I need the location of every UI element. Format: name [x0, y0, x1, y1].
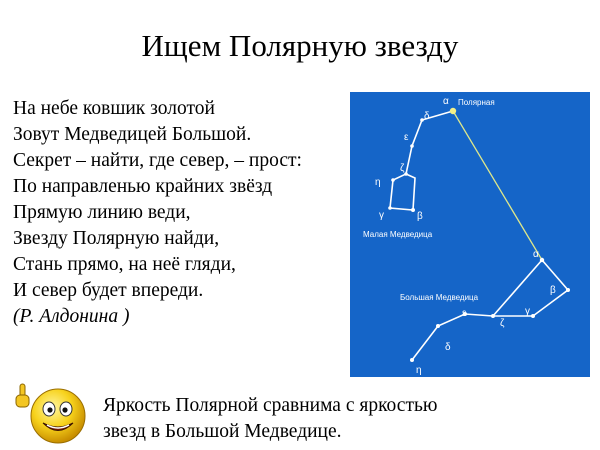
star-um-eta: [391, 178, 395, 182]
star-um-zeta: [404, 172, 408, 176]
star-polaris: [450, 108, 456, 114]
star-uma-alpha: [540, 258, 544, 262]
label-polaris: Полярная: [458, 98, 495, 107]
ursa-major-lines: [412, 260, 568, 360]
label-ursa-major: Большая Медведица: [400, 293, 479, 302]
poem-line: И север будет впереди.: [13, 280, 204, 301]
pointer-line: [453, 111, 542, 260]
poem-line: Прямую линию веди,: [13, 202, 191, 223]
page-title: Ищем Полярную звезду: [141, 28, 459, 63]
label-um-beta: β: [417, 211, 423, 222]
poem-author: (Р. Алдонина ): [13, 306, 130, 327]
star-um-beta: [411, 208, 415, 212]
poem-line: На небе ковшик золотой: [13, 98, 215, 119]
footer-line: звезд в Большой Медведице.: [103, 421, 342, 442]
label-uma-delta: δ: [445, 342, 451, 353]
star-map: [350, 92, 590, 377]
star-uma-delta: [491, 314, 495, 318]
star-um-gamma: [388, 206, 392, 210]
footer-note: [103, 393, 583, 445]
label-uma-gamma: γ: [525, 306, 530, 317]
label-polaris-alpha: α: [443, 96, 449, 107]
poem-line: По направленью крайних звёзд: [13, 176, 273, 197]
label-uma-epsilon: ε: [462, 308, 467, 319]
label-uma-alpha: α: [533, 249, 539, 260]
label-uma-beta: β: [550, 285, 556, 296]
star-uma-gamma: [531, 314, 535, 318]
label-um-epsilon: ε: [404, 132, 409, 143]
poem-line: Стань прямо, на неё гляди,: [13, 254, 236, 275]
label-uma-eta: η: [416, 365, 422, 376]
star-uma-zeta: [436, 324, 440, 328]
label-ursa-minor: Малая Медведица: [363, 230, 433, 239]
poem-line: Звезду Полярную найди,: [13, 228, 220, 249]
footer-line: Яркость Полярной сравнима с яркостью: [103, 395, 438, 416]
label-um-eta: η: [375, 177, 381, 188]
poem-line: Зовут Медведицей Большой.: [13, 124, 252, 145]
star-uma-beta: [566, 288, 570, 292]
poem: [13, 96, 365, 330]
label-um-gamma: γ: [379, 210, 384, 221]
ursa-major-lines: [493, 260, 542, 316]
star-map-drawing: [350, 92, 590, 377]
star-uma-eta: [410, 358, 414, 362]
label-um-zeta: ζ: [400, 163, 405, 174]
label-um-delta: δ: [424, 111, 430, 122]
label-uma-zeta: ζ: [500, 318, 505, 329]
star-um-epsilon: [410, 144, 414, 148]
poem-line: Секрет – найти, где север, – прост:: [13, 150, 302, 171]
pointing-smiley-icon: [14, 378, 94, 446]
ursa-minor-lines: [390, 111, 453, 210]
